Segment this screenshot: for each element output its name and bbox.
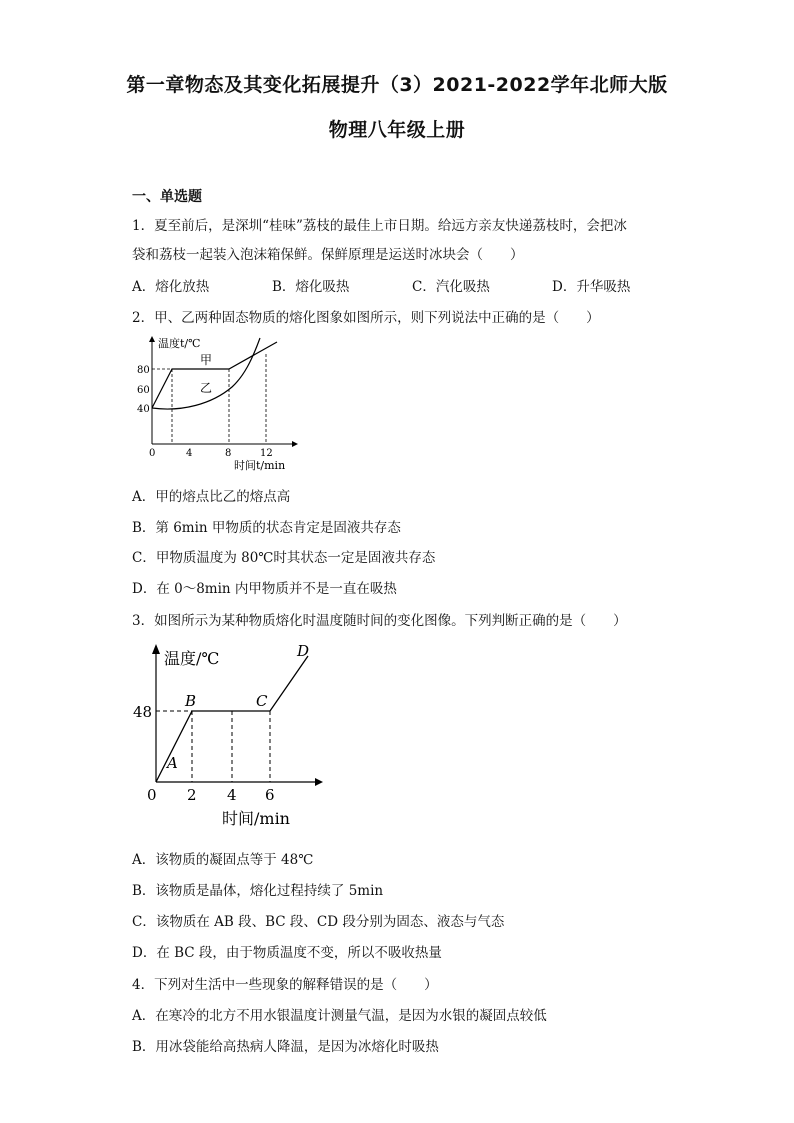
q3-xtick-6: 6 [265,786,275,804]
q2-xtick-4: 4 [186,448,193,459]
q2-ylabel: 温度t/℃ [158,337,201,350]
q2-figure [132,332,302,481]
q4-stem: 4．下列对生活中一些现象的解释错误的是（ ） [132,977,438,993]
q2-option-a[interactable]: A．甲的熔点比乙的熔点高 [132,489,291,505]
q2-xtick-8: 8 [225,448,232,459]
q2-option-d[interactable]: D．在 0～8min 内甲物质并不是一直在吸热 [132,581,397,597]
q2-ytick-40: 40 [137,404,150,415]
q3-point-c: C [256,692,268,710]
q2-ytick-80: 80 [137,365,150,376]
q2-x-arrow [292,441,298,447]
q3-y-arrow [152,644,160,654]
q2-chart [132,332,302,477]
q4-option-a[interactable]: A．在寒冷的北方不用水银温度计测量气温，是因为水银的凝固点较低 [132,1008,547,1024]
q3-chart [132,638,332,833]
q3-xlabel: 时间/min [222,809,290,828]
q2-xtick-0: 0 [149,448,156,459]
q3-point-b: B [185,692,197,710]
q2-xlabel: 时间t/min [234,459,286,472]
q1-options [132,275,692,295]
q2-ytick-60: 60 [137,385,150,396]
q3-x-arrow [315,778,323,786]
q3-point-a: A [167,754,178,772]
q1-option-c[interactable]: C．汽化吸热 [412,279,490,295]
q1-stem-line1: 1．夏至前后，是深圳“桂味”荔枝的最佳上市日期。给远方亲友快递荔枝时，会把冰 [132,218,627,234]
q3-option-b[interactable]: B．该物质是晶体，熔化过程持续了 5min [132,883,384,899]
q3-option-c[interactable]: C．该物质在 AB 段、BC 段、CD 段分别为固态、液态与气态 [132,914,505,930]
q2-y-arrow [149,336,155,342]
q3-option-d[interactable]: D．在 BC 段，由于物质温度不变，所以不吸收热量 [132,945,442,961]
section-heading: 一、单选题 [132,189,202,205]
page-title-line2: 物理八年级上册 [328,119,466,141]
q2-xtick-12: 12 [260,448,273,459]
q3-xtick-2: 2 [187,786,197,804]
q1-option-d[interactable]: D．升华吸热 [552,279,631,295]
q3-stem: 3．如图所示为某种物质熔化时温度随时间的变化图像。下列判断正确的是（ ） [132,613,627,629]
q1-option-b[interactable]: B．熔化吸热 [272,279,350,295]
page-title-line1: 第一章物态及其变化拓展提升（3）2021-2022学年北师大版 [126,74,668,96]
q1-option-a[interactable]: A．熔化放热 [132,279,210,295]
q1-stem-line2: 袋和荔枝一起装入泡沫箱保鲜。保鲜原理是运送时冰块会（ ） [132,247,524,263]
q3-xtick-4: 4 [227,786,237,804]
q2-option-b[interactable]: B．第 6min 甲物质的状态肯定是固液共存态 [132,520,401,536]
q2-label-jia: 甲 [200,353,213,367]
q3-option-a[interactable]: A．该物质的凝固点等于 48℃ [132,852,314,868]
q3-xtick-0: 0 [147,786,157,804]
q3-ylabel: 温度/℃ [164,649,220,668]
q2-label-yi: 乙 [200,381,213,395]
q3-figure [132,638,332,837]
q2-option-c[interactable]: C．甲物质温度为 80℃时其状态一定是固液共存态 [132,550,436,566]
q2-stem: 2．甲、乙两种固态物质的熔化图象如图所示，则下列说法中正确的是（ ） [132,310,600,326]
q3-ytick-48: 48 [133,703,153,721]
q3-point-d: D [297,642,310,660]
q4-option-b[interactable]: B．用冰袋能给高热病人降温，是因为冰熔化时吸热 [132,1039,439,1055]
